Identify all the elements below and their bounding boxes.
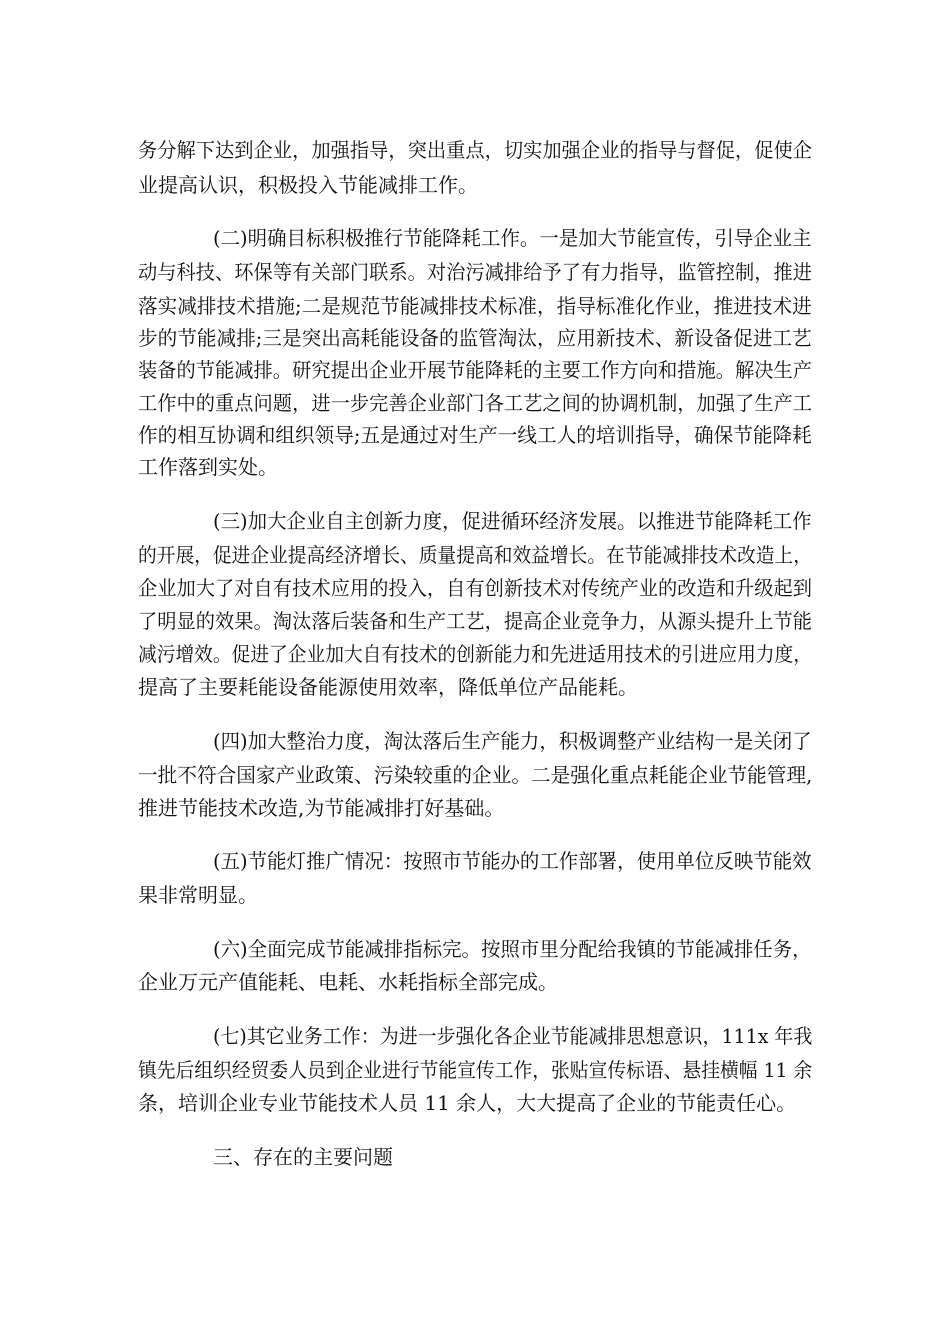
paragraph-line: (五)节能灯推广情况：按照市节能办的工作部署，使用单位反映节能效 bbox=[213, 849, 812, 873]
paragraph-line: 条，培训企业专业节能技术人员 11 余人，大大提高了企业的节能责任心。 bbox=[138, 1091, 797, 1115]
paragraph-line: 业提高认识，积极投入节能减排工作。 bbox=[138, 173, 478, 197]
paragraph-line: 落实减排技术措施;二是规范节能减排技术标准，指导标准化作业，推进技术进 bbox=[138, 294, 812, 318]
paragraph-line: 务分解下达到企业，加强指导，突出重点，切实加强企业的指导与督促，促使企 bbox=[138, 138, 813, 162]
paragraph-line: 了明显的效果。淘汰落后装备和生产工艺，提高企业竞争力，从源头提升上节能 bbox=[138, 609, 813, 633]
paragraph-line: 果非常明显。 bbox=[138, 883, 258, 907]
paragraph-line: 步的节能减排;三是突出高耗能设备的监管淘汰，应用新技术、新设备促进工艺 bbox=[138, 326, 812, 350]
paragraph-line: 减污增效。促进了企业加大自有技术的创新能力和先进适用技术的引进应用力度， bbox=[138, 642, 812, 666]
paragraph-line: (二)明确目标积极推行节能降耗工作。一是加大节能宣传，引导企业主 bbox=[213, 226, 812, 250]
section-heading: 三、存在的主要问题 bbox=[213, 1145, 393, 1169]
paragraph-line: (四)加大整治力度，淘汰落后生产能力，积极调整产业结构一是关闭了 bbox=[213, 729, 812, 753]
paragraph-line: 一批不符合国家产业政策、污染较重的企业。二是强化重点耗能企业节能管理, bbox=[138, 763, 813, 787]
paragraph-line: 推进节能技术改造,为节能减排打好基础。 bbox=[138, 796, 505, 820]
paragraph-line: 企业加大了对自有技术应用的投入，自有创新技术对传统产业的改造和升级起到 bbox=[138, 576, 813, 600]
paragraph-line: 工作落到实处。 bbox=[138, 455, 278, 479]
paragraph-line: 装备的节能减排。研究提出企业开展节能降耗的主要工作方向和措施。解决生产 bbox=[138, 358, 813, 382]
paragraph-line: 提高了主要耗能设备能源使用效率，降低单位产品能耗。 bbox=[138, 675, 638, 699]
paragraph-line: 企业万元产值能耗、电耗、水耗指标全部完成。 bbox=[138, 970, 558, 994]
paragraph-line: 作的相互协调和组织领导;五是通过对生产一线工人的培训指导，确保节能降耗 bbox=[138, 423, 812, 447]
paragraph-line: 镇先后组织经贸委人员到企业进行节能宣传工作，张贴宣传标语、悬挂横幅 11 余 bbox=[138, 1058, 813, 1082]
paragraph-line: (六)全面完成节能减排指标完。按照市里分配给我镇的节能减排任务， bbox=[213, 937, 812, 961]
paragraph-line: 动与科技、环保等有关部门联系。对治污减排给予了有力指导，监管控制，推进 bbox=[138, 260, 813, 284]
paragraph-line: (三)加大企业自主创新力度，促进循环经济发展。以推进节能降耗工作 bbox=[213, 509, 812, 533]
paragraph-line: 工作中的重点问题，进一步完善企业部门各工艺之间的协调机制，加强了生产工 bbox=[138, 391, 813, 415]
paragraph-line: (七)其它业务工作：为进一步强化各企业节能减排思想意识，111x 年我 bbox=[213, 1024, 813, 1048]
paragraph-line: 的开展，促进企业提高经济增长、质量提高和效益增长。在节能减排技术改造上， bbox=[138, 543, 812, 567]
